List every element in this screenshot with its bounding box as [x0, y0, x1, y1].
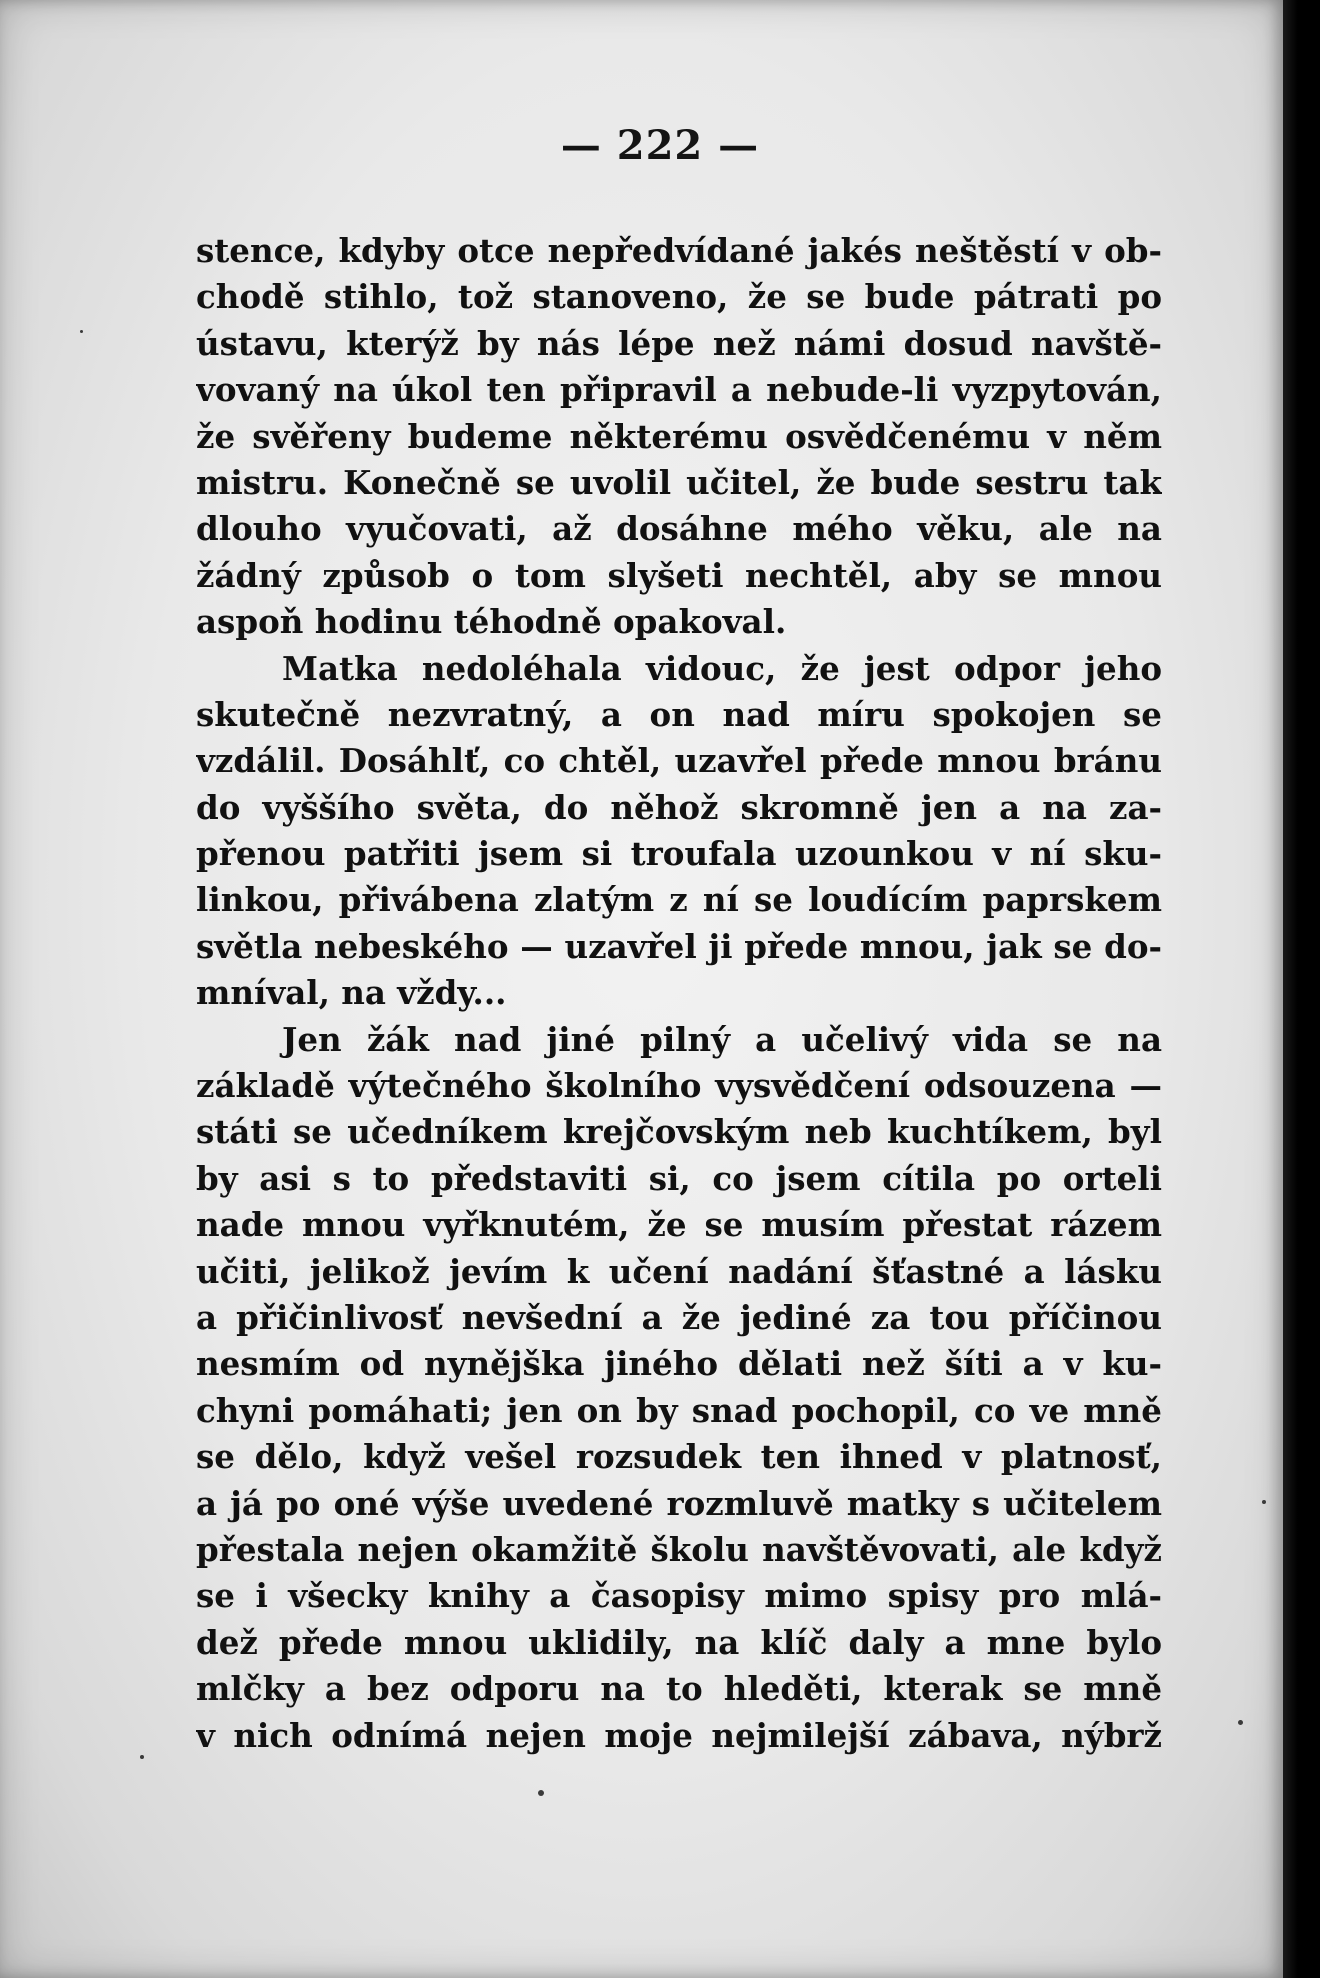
text-line: žádný způsob o tom slyšeti nechtěl, aby se mnou — [196, 555, 1162, 595]
text-line: se i všecky knihy a časopisy mimo spisy pro mlá- — [196, 1576, 1162, 1616]
text-line: nesmím od nynějška jiného dělati než šíti a v ku- — [196, 1344, 1162, 1384]
paper-speck — [538, 1790, 544, 1796]
text-line: a přičinlivosť nevšední a že jediné za tou příčinou — [196, 1297, 1162, 1337]
text-line: skutečně nezvratný, a on nad míru spokojen se — [196, 694, 1162, 734]
text-line: Jen žák nad jiné pilný a učelivý vida se na — [282, 1019, 1162, 1059]
text-line: nade mnou vyřknutém, že se musím přestat rázem — [196, 1205, 1162, 1245]
text-line: a já po oné výše uvedené rozmluvě matky s učitelem — [196, 1483, 1162, 1523]
text-line: vzdálil. Dosáhlť, co chtěl, uzavřel přede mnou bránu — [196, 741, 1162, 781]
text-line: přestala nejen okamžitě školu navštěvovati, ale když — [196, 1529, 1162, 1569]
text-line: mlčky a bez odporu na to hleděti, kterak se mně — [196, 1669, 1162, 1709]
text-line: se dělo, když vešel rozsudek ten ihned v platnosť, — [196, 1437, 1162, 1477]
text-line: základě výtečného školního vysvědčení odsouzena — — [196, 1066, 1162, 1106]
text-line: chodě stihlo, tož stanoveno, že se bude pátrati po — [196, 277, 1162, 317]
paper-speck — [80, 330, 83, 333]
paper-speck — [1238, 1720, 1243, 1725]
text-line: Matka nedoléhala vidouc, že jest odpor jeho — [282, 648, 1162, 688]
text-line: mistru. Konečně se uvolil učitel, že bude sestru tak — [196, 462, 1162, 502]
paper-speck — [140, 1755, 144, 1759]
text-line: stence, kdyby otce nepředvídané jakés neštěstí v ob- — [196, 231, 1162, 270]
text-line: chyni pomáhati; jen on by snad pochopil, co ve mně — [196, 1390, 1162, 1430]
text-line: přenou patřiti jsem si troufala uzounkou v ní sku- — [196, 834, 1162, 874]
paper-speck — [1262, 1500, 1266, 1504]
text-line: v nich odnímá nejen moje nejmilejší zábava, nýbrž — [196, 1715, 1162, 1755]
text-line: dež přede mnou uklidily, na klíč daly a mne bylo — [196, 1622, 1162, 1662]
text-line: dlouho vyučovati, až dosáhne mého věku, ale na — [196, 509, 1162, 549]
text-line: mníval, na vždy... — [196, 973, 507, 1013]
text-line: by asi s to představiti si, co jsem cítila po orteli — [196, 1158, 1162, 1198]
text-line: státi se učedníkem krejčovským neb kuchtíkem, byl — [196, 1112, 1162, 1152]
text-line: světla nebeského — uzavřel ji přede mnou, jak se do- — [196, 926, 1162, 966]
text-line: ústavu, kterýž by nás lépe než námi dosud navště- — [196, 323, 1162, 363]
text-line: do vyššího světa, do něhož skromně jen a na za- — [196, 787, 1162, 827]
text-line: učiti, jelikož jevím k učení nadání šťastné a lásku — [196, 1251, 1162, 1291]
page-number: — 222 — — [560, 122, 760, 169]
text-line: vovaný na úkol ten připravil a nebude-li vyzpytován, — [196, 370, 1162, 410]
text-line: že svěřeny budeme některému osvědčenému v něm — [196, 416, 1162, 456]
binding-shadow — [1283, 0, 1320, 1978]
body-text — [196, 228, 1162, 1759]
text-line: aspoň hodinu téhodně opakoval. — [196, 602, 787, 642]
text-line: linkou, přivábena zlatým z ní se loudícím paprskem — [196, 880, 1162, 920]
